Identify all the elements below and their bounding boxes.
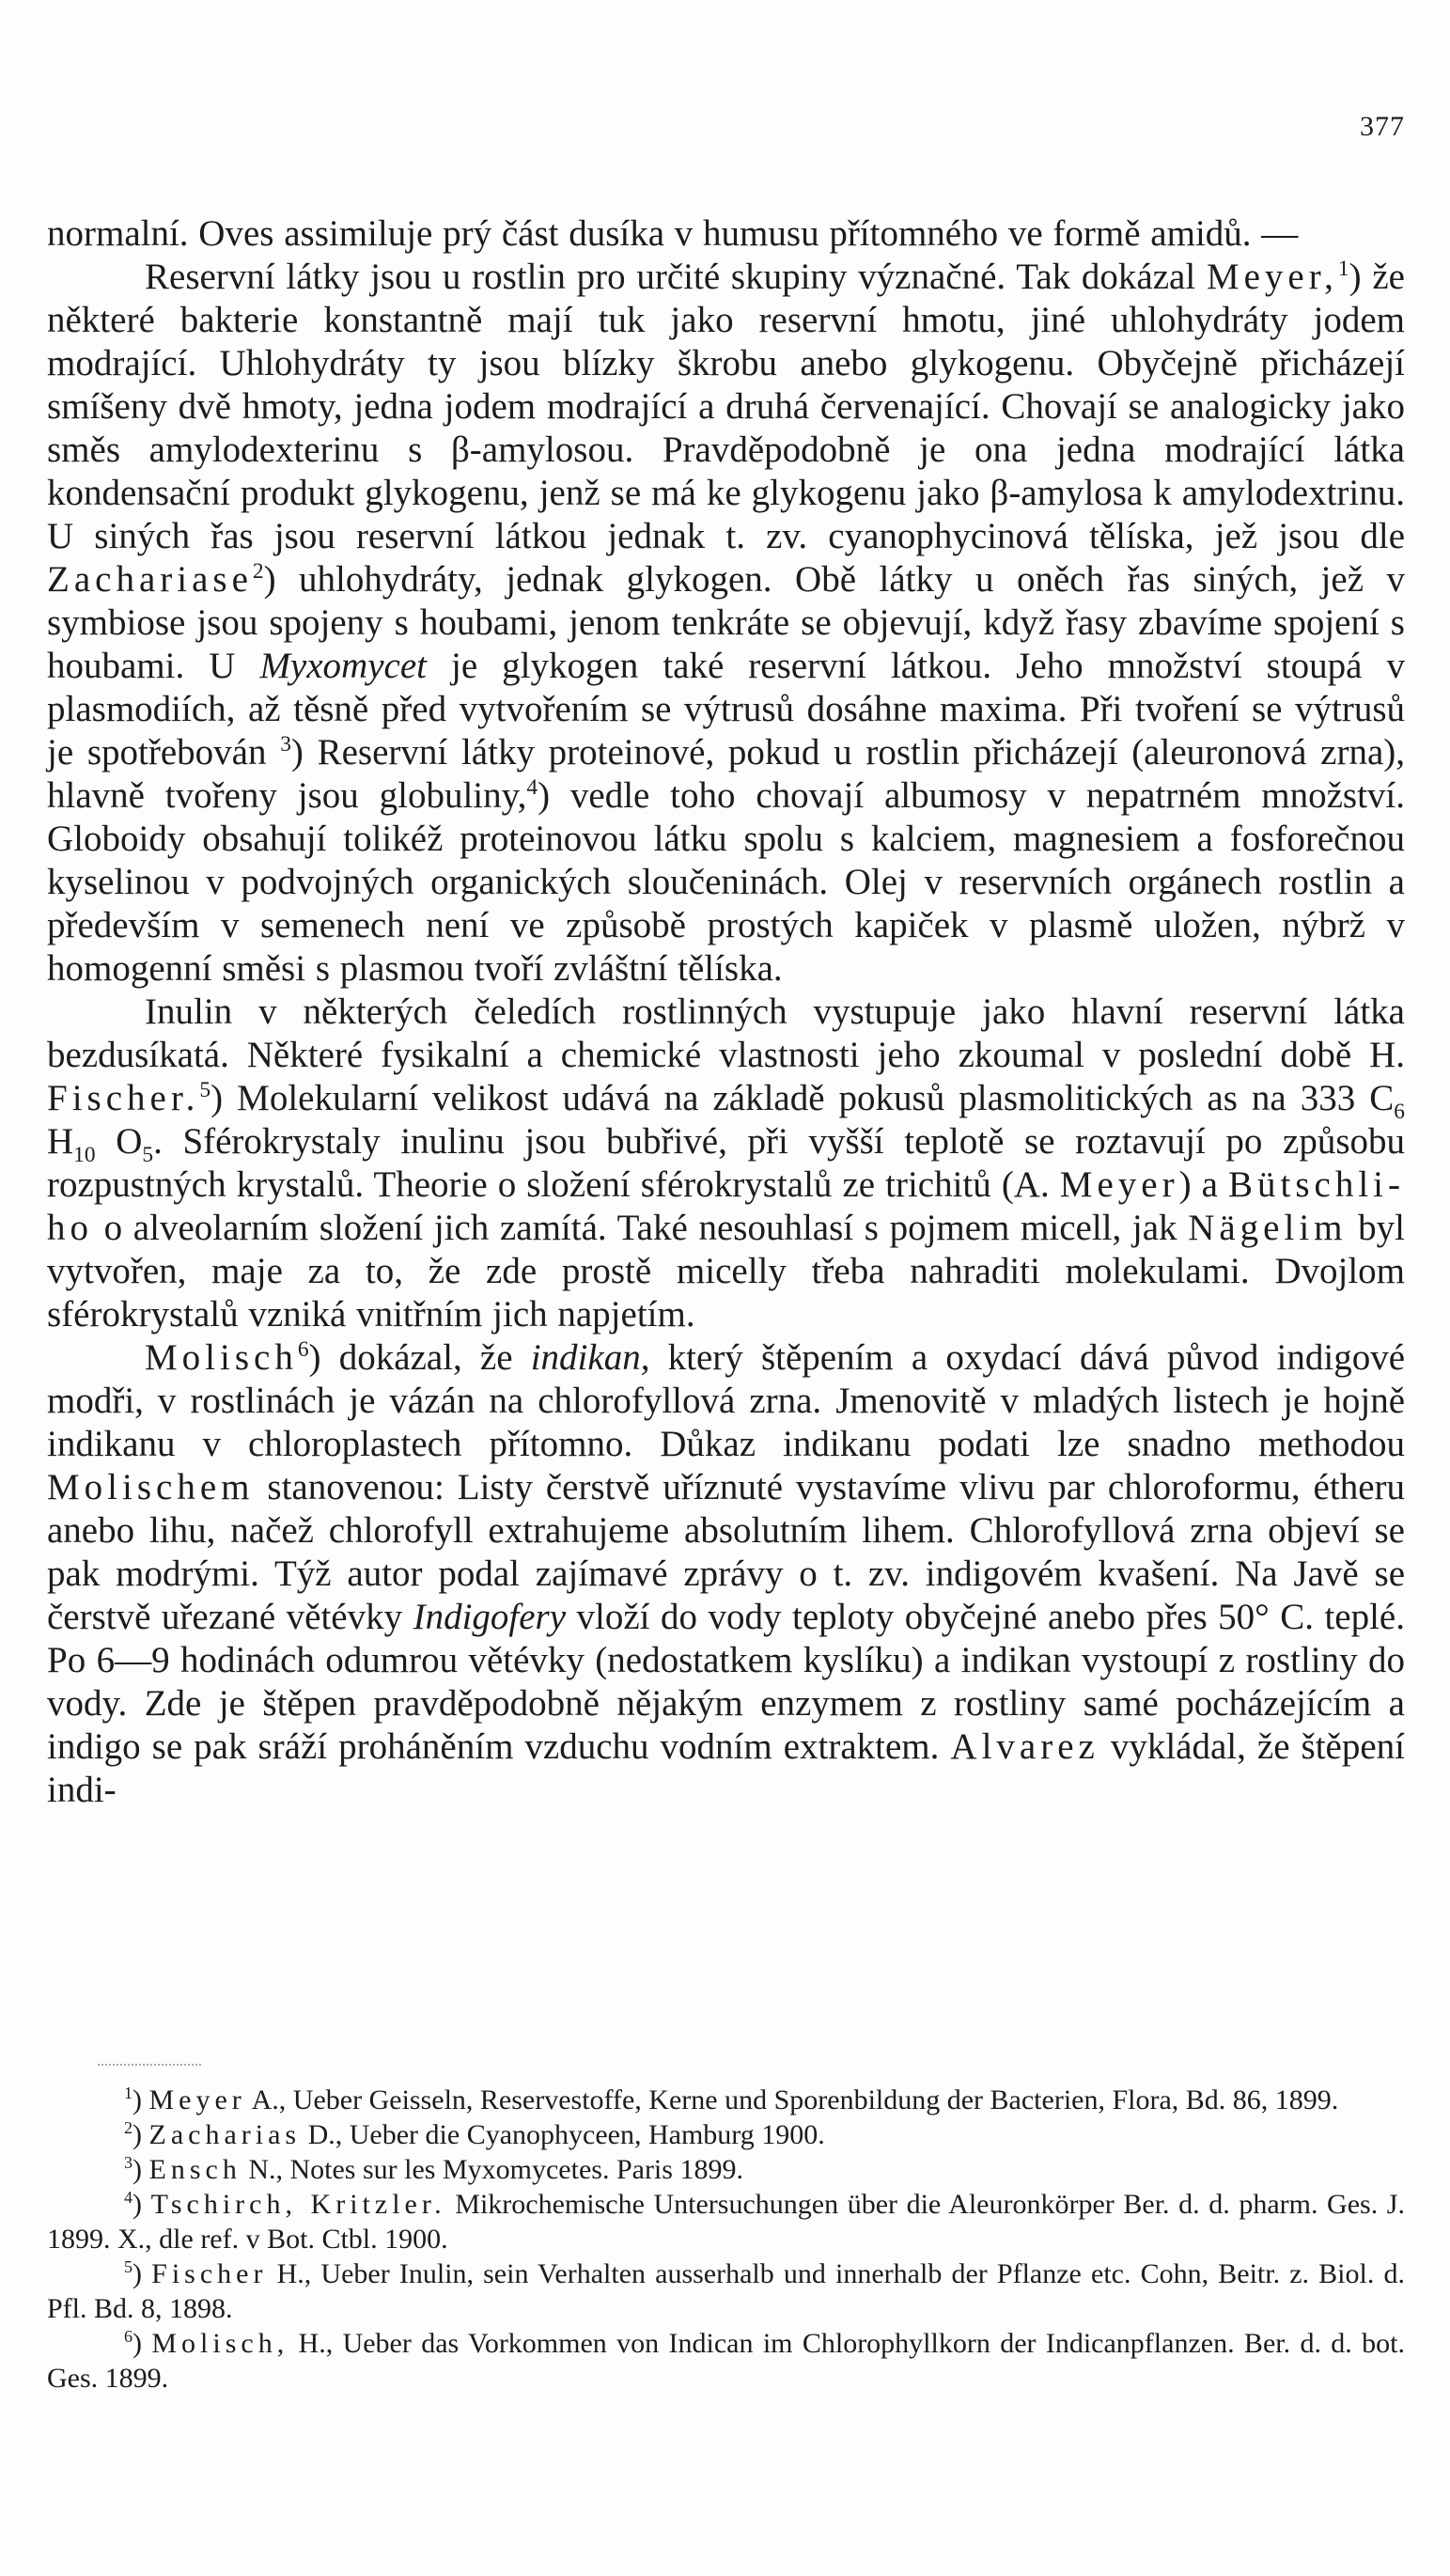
text-run: ) a	[1178, 1164, 1228, 1205]
main-text	[47, 212, 1405, 1812]
author-name: Meyer	[1059, 1164, 1179, 1205]
footnote: $^3$) Ensch N., Notes sur les Myxomycetes. Paris 1899.	[124, 2153, 743, 2185]
term-italic: indikan,	[530, 1337, 650, 1378]
text-run: ) Reservní látky proteinové, pokud u rostlin přicházejí (aleuronová zrna), hlavně tvořeny jsou globuliny,	[47, 732, 1405, 816]
author-name: Nägelim	[1188, 1208, 1348, 1248]
taxon-name: Indigofery	[413, 1597, 567, 1637]
text-run: ) uhlohydráty, jednak glykogen. Obě látky u oněch řas siných, jež v symbiose jsou spojeny s houbami, jenom tenkráte se objevují, když řasy zbavíme spojení s houbami. U	[47, 559, 1405, 686]
footnote-text: Mikrochemische Untersuchungen über die Aleuronkörper Ber. d. d. pharm. Ges. J. 1899. X., dle ref. v Bot. Ctbl. 1900.	[47, 2189, 1405, 2255]
footnote: $^6$) Molisch, H., Ueber das Vorkommen von Indican im Chlorophyllkorn der Indicanpflanzen. Ber. d. d. bot. Ges. 1899.	[47, 2327, 1405, 2394]
author-name: Meyer,	[1206, 257, 1338, 297]
text-run: Inulin v některých čeledích rostlinných vystupuje jako hlavní reservní látka bezdusíkatá. Některé fysikalní a chemické vlastnosti jeho zkoumal v poslední době H.	[47, 991, 1405, 1075]
footnote-author: Meyer	[148, 2084, 246, 2115]
footnotes	[47, 2083, 1405, 2396]
author-name: Molisch	[145, 1337, 298, 1378]
paragraph-3	[47, 991, 1405, 1336]
paragraph-2	[47, 256, 1405, 991]
footnote-text: D., Ueber die Cyanophyceen, Hamburg 1900.	[301, 2119, 825, 2150]
footnote-mark: 1	[124, 2084, 133, 2102]
author-name: Fischer.	[47, 1078, 200, 1118]
formula-subscript: 10	[73, 1142, 96, 1167]
footnote: $^5$) Fischer H., Ueber Inulin, sein Verhalten ausserhalb und innerhalb der Pflanze etc. Cohn, Beitr. z. Biol. d. Pfl. Bd. 8, 1898.	[47, 2257, 1405, 2324]
author-name: Zachariase	[47, 559, 253, 600]
footnote-author: Ensch	[148, 2154, 242, 2185]
footnote-separator	[98, 2064, 201, 2066]
text-run: byl vytvořen, maje za to, že zde prostě micelly třeba nahraditi molekulami. Dvojlom sférokrystalů vzniká vnitřním jich napjetím.	[47, 1208, 1405, 1335]
footnote-ref: 1	[1337, 257, 1349, 281]
taxon-name: Myxomycet	[259, 646, 427, 686]
text-run: ) vedle toho chovají albumosy v nepatrném množství. Globoidy obsahují tolikéž proteinovou látku spolu s kalciem, magnesiem a fosforečnou kyselinou v podvojných organických sloučeninách. Olej v reservních orgánech rostlin a především v semenech není ve způsobě prostých kapiček v plasmě uložen, nýbrž v homogenní směsi s plasmou tvoří zvláštní tělíska.	[47, 775, 1406, 989]
page-number: 377	[1360, 111, 1405, 142]
text-run: . Sférokrystaly inulinu jsou bubřivé, při vyšší teplotě se roztavují po způsobu rozpustných krystalů. Theorie o složení sférokrystalů ze trichitů (A.	[47, 1121, 1405, 1205]
author-name: Bütschli-ho	[47, 1164, 1405, 1248]
footnote-mark: 2	[124, 2118, 133, 2137]
footnote-ref: 3	[280, 732, 291, 757]
text-run: který štěpením a oxydací dává původ indigové modři, v rostlinách je vázán na chlorofyllová zrna. Jmenovitě v mladých listech je hojně indikanu v chloroplastech přítomno. Důkaz indikanu podati lze snadno methodou	[47, 1337, 1406, 1464]
footnote-ref: 6	[297, 1337, 309, 1362]
footnote-author: Fischer	[151, 2258, 268, 2289]
footnote-mark: 6	[124, 2327, 133, 2346]
formula-element: O	[95, 1121, 143, 1162]
formula-element: H	[47, 1121, 74, 1162]
author-name: Alvarez	[950, 1726, 1099, 1767]
paragraph-4	[47, 1336, 1405, 1812]
footnote-author: Tschirch, Kritzler.	[150, 2189, 446, 2220]
formula-subscript: 6	[1394, 1099, 1405, 1124]
footnote-mark: 5	[124, 2257, 133, 2276]
text-run: ) dokázal, že	[308, 1337, 531, 1378]
text-run: ) Molekularní velikost udává na základě pokusů plasmolitických as na 333 C	[210, 1078, 1395, 1118]
footnote-ref: 4	[526, 775, 538, 800]
footnote-ref: 5	[199, 1078, 211, 1102]
footnote-text: A., Ueber Geisseln, Reservestoffe, Kerne und Sporenbildung der Bacterien, Flora, Bd. 86, 1899.	[245, 2084, 1339, 2115]
text-run: stanovenou: Listy čerstvě uříznuté vystavíme vlivu par chloroformu, étheru anebo lihu, načež chlorofyll extrahujeme absolutním lihem. Chlorofyllová zrna objeví se pak modrými. Týž autor podal zajímavé zprávy o t. zv. indigovém kvašení. Na Javě se čerstvě uřezané větévky	[47, 1467, 1405, 1637]
footnote-ref: 2	[252, 559, 264, 584]
paragraph-1	[47, 212, 1405, 256]
footnote-author: Molisch,	[151, 2328, 289, 2359]
author-name: Molischem	[47, 1467, 255, 1507]
text-run: ) že některé bakterie konstantně mají tuk jako reservní hmotu, jiné uhlohydráty jodem modrající. Uhlohydráty ty jsou blízky škrobu anebo glykogenu. Obyčejně přicházejí smíšeny dvě hmoty, jedna jodem modrající a druhá červenající. Chovají se analogicky jako směs amylodexterinu s β-amylosou. Pravděpodobně je ona jedna modrající látka kondensační produkt glykogenu, jenž se má ke glykogenu jako β-amylosa k amylodextrinu. U siných řas jsou reservní látkou jednak t. zv. cyanophycinová tělíska, jež jsou dle	[47, 257, 1405, 556]
text-run: vloží do vody teploty obyčejné anebo přes 50° C. teplé. Po 6—9 hodinách odumrou větévky (nedostatkem kyslíku) a indikan vystoupí z rostliny do vody. Zde je štěpen pravděpodobně nějakým enzymem z rostliny samé pocházejícím a indigo se pak sráží proháněním vzduchu vodním extraktem.	[47, 1597, 1405, 1767]
footnote-text: H., Ueber das Vorkommen von Indican im Chlorophyllkorn der Indicanpflanzen. Ber. d. d. bot. Ges. 1899.	[47, 2328, 1405, 2394]
text-run: je glykogen také reservní látkou. Jeho množství stoupá v plasmodiích, až těsně před vytvořením se výtrusů dosáhne maxima. Při tvoření se výtrusů je spotřebován	[47, 646, 1406, 773]
text-run: o alveolarním složení jich zamítá. Také nesouhlasí s pojmem micell, jak	[93, 1208, 1189, 1248]
text-run: vykládal, že štěpení indi-	[47, 1726, 1405, 1810]
footnote: $^1$) Meyer A., Ueber Geisseln, Reservestoffe, Kerne und Sporenbildung der Bacterien, Flora, Bd. 86, 1899.	[124, 2084, 1339, 2115]
footnote-text: N., Notes sur les Myxomycetes. Paris 1899.	[241, 2154, 743, 2185]
footnote-author: Zacharias	[148, 2119, 302, 2150]
text-run: normalní. Oves assimiluje prý část dusíka v humusu přítomného ve formě amidů. —	[47, 213, 1299, 254]
footnote: $^2$) Zacharias D., Ueber die Cyanophyceen, Hamburg 1900.	[124, 2118, 825, 2150]
footnote: $^4$) Tschirch, Kritzler. Mikrochemische Untersuchungen über die Aleuronkörper Ber. d. d. pharm. Ges. J. 1899. X., dle ref. v Bot. Ctbl. 1900.	[47, 2188, 1405, 2255]
formula-subscript: 5	[142, 1142, 154, 1167]
footnote-mark: 3	[124, 2153, 133, 2172]
footnote-mark: 4	[124, 2188, 133, 2207]
footnote-text: H., Ueber Inulin, sein Verhalten ausserhalb und innerhalb der Pflanze etc. Cohn, Beitr. z. Biol. d. Pfl. Bd. 8, 1898.	[47, 2258, 1405, 2324]
text-run: Reservní látky jsou u rostlin pro určité skupiny význačné. Tak dokázal	[145, 257, 1207, 297]
